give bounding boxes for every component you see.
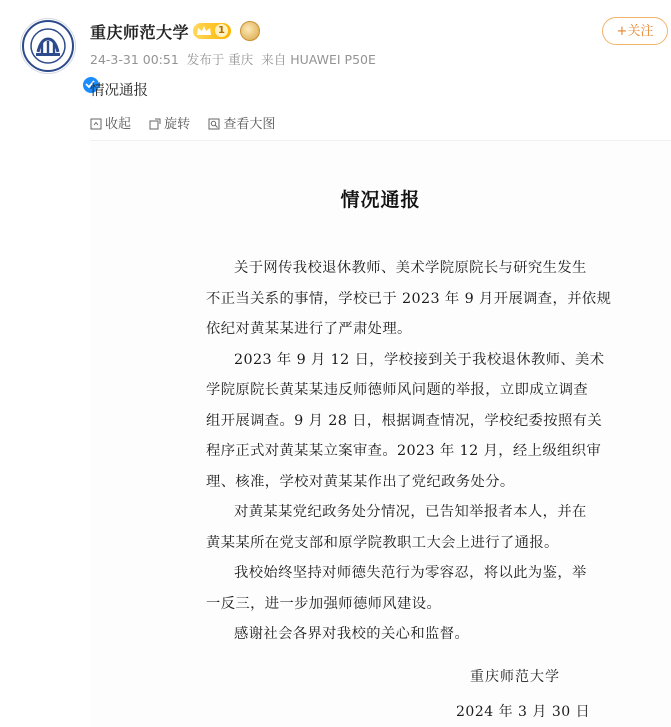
document-line: 不正当关系的事情，学校已于 2023 年 9 月开展调查，并依规 bbox=[206, 290, 612, 307]
document-line: 感谢社会各界对我校的关心和监督。 bbox=[234, 626, 470, 642]
member-level: 1 bbox=[215, 24, 228, 37]
announcement-image[interactable] bbox=[90, 140, 671, 727]
medal-icon[interactable] bbox=[240, 21, 260, 41]
document-line: 学院原院长黄某某违反师德师风问题的举报，立即成立调查 bbox=[206, 382, 589, 398]
rotate-button[interactable] bbox=[149, 113, 190, 132]
avatar[interactable] bbox=[20, 18, 76, 74]
document-line: 组开展调查。9 月 28 日，根据调查情况，学校纪委按照有关 bbox=[206, 412, 603, 429]
collapse-button[interactable] bbox=[90, 113, 131, 132]
document-line: 依纪对黄某某进行了严肃处理。 bbox=[206, 321, 412, 337]
post-time[interactable]: 24-3-31 00:51 bbox=[90, 52, 179, 67]
view-large-button[interactable] bbox=[208, 113, 275, 132]
post-meta bbox=[90, 50, 380, 68]
post-location: 发布于 重庆 bbox=[186, 52, 254, 67]
follow-button[interactable]: +关注 bbox=[602, 17, 668, 45]
view-large-icon bbox=[208, 118, 220, 130]
document-line: 黄某某所在党支部和原学院教职工大会上进行了通报。 bbox=[206, 534, 559, 551]
document-line: 对黄某某党纪政务处分情况，已告知举报者本人，并在 bbox=[234, 504, 587, 520]
rotate-label: 旋转 bbox=[164, 117, 191, 132]
account-name[interactable]: 重庆师范大学 bbox=[90, 23, 190, 42]
document-line: 一反三，进一步加强师德师风建设。 bbox=[206, 595, 442, 612]
document-line: 关于网传我校退休教师、美术学院原院长与研究生发生 bbox=[234, 260, 587, 276]
document-date: 2024 年 3 月 30 日 bbox=[456, 704, 591, 720]
image-toolbar bbox=[90, 113, 289, 132]
document-title: 情况通报 bbox=[340, 189, 421, 211]
crown-icon bbox=[196, 25, 212, 37]
document-signature: 重庆师范大学 bbox=[470, 669, 560, 685]
document-body bbox=[206, 253, 671, 650]
document-line: 理、核准，学校对黄某某作出了党纪政务处分。 bbox=[206, 473, 515, 490]
university-logo-icon bbox=[21, 19, 75, 73]
view-large-label: 查看大图 bbox=[223, 117, 276, 132]
document-line: 我校始终坚持对师德失范行为零容忍，将以此为鉴，举 bbox=[234, 565, 587, 581]
member-level-badge[interactable] bbox=[193, 23, 231, 39]
post-source: 来自 HUAWEI P50E bbox=[261, 52, 376, 67]
post-text: 情况通报 bbox=[90, 83, 148, 99]
document-line: 2023 年 9 月 12 日，学校接到关于我校退休教师、美术 bbox=[234, 351, 605, 368]
rotate-icon bbox=[149, 118, 161, 130]
collapse-label: 收起 bbox=[105, 117, 132, 132]
document-line: 程序正式对黄某某立案审查。2023 年 12 月，经上级组织审 bbox=[206, 443, 602, 459]
collapse-icon bbox=[90, 118, 102, 130]
